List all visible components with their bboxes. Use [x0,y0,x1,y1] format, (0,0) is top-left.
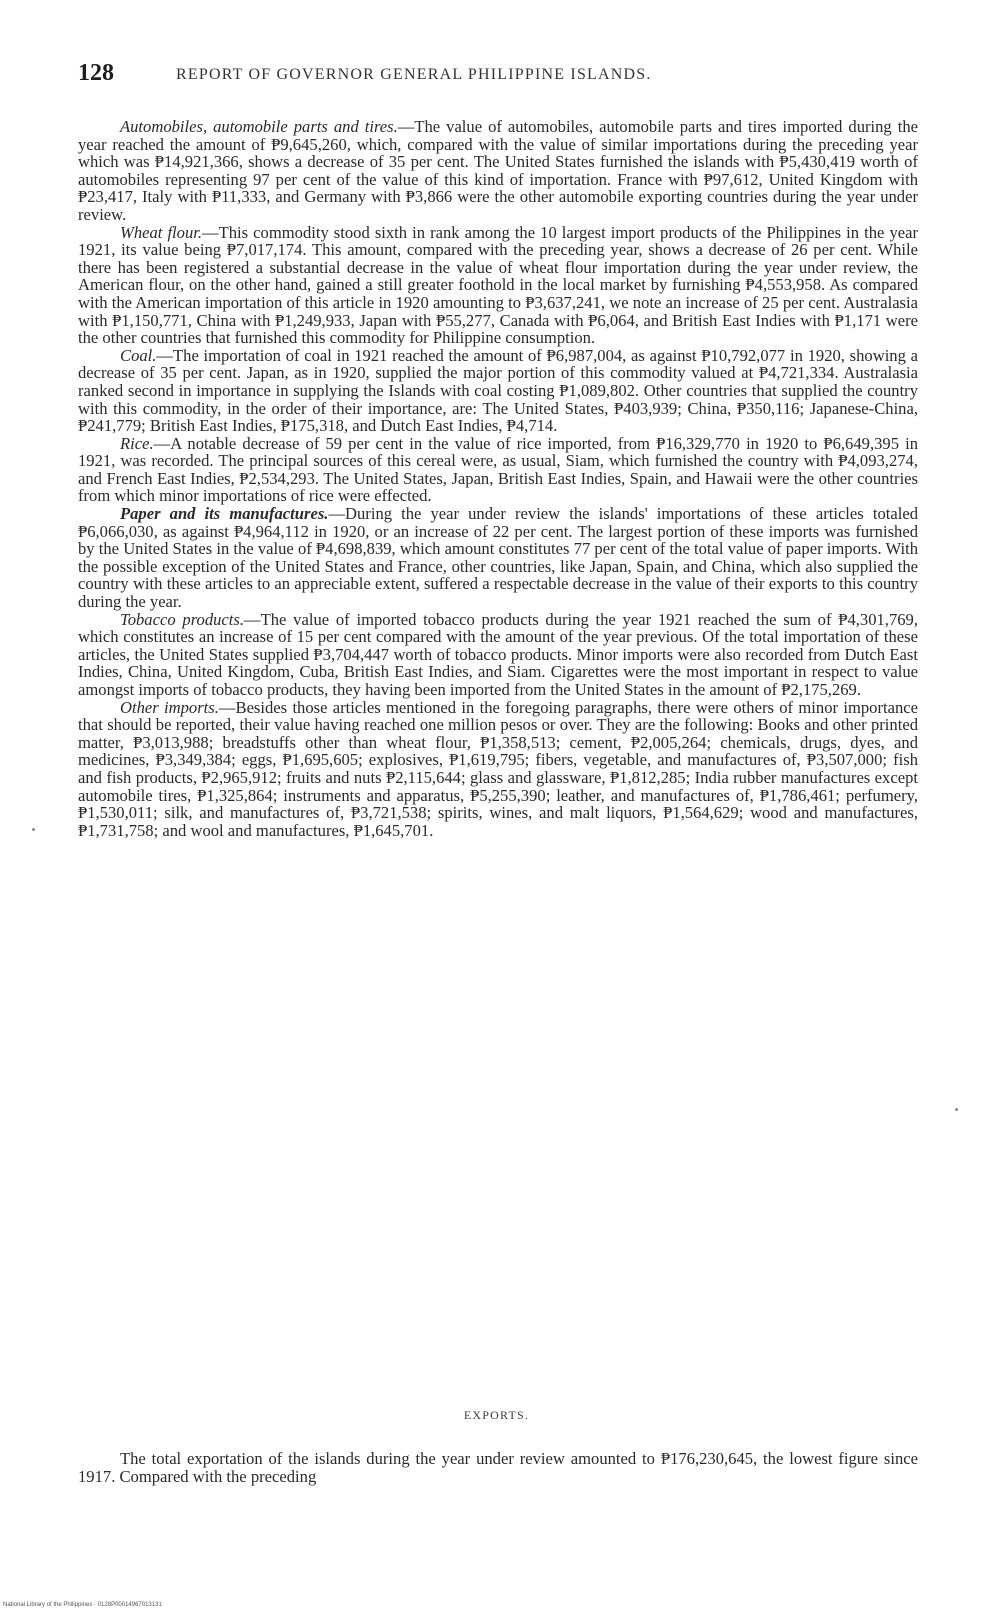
paragraph-lead: Automobiles, automobile parts and tires. [120,117,398,136]
paragraph-text: —Besides those articles mentioned in the foregoing paragraphs, there were others of minor importance that should be reported, their value having reached one million pesos or over. They are the following: Books and other printed matter, ₱3,013,988; breadstuffs other than wheat flour, ₱1,358,513; cement, ₱2,005,264; chemicals, drugs, dyes, and medicines, ₱3,349,384; eggs, ₱1,695,605; explosives, ₱1,619,795; fibers, vegetable, and manufactures of, ₱3,507,000; fish and fish products, ₱2,965,912; fruits and nuts ₱2,115,644; glass and glassware, ₱1,812,285; India rubber manufactures except automobile tires, ₱1,325,864; instruments and apparatus, ₱5,255,390; leather, and manufactures of, ₱1,786,461; perfumery, ₱1,530,011; silk, and manufactures of, ₱3,721,538; spirits, wines, and malt liquors, ₱1,564,629; wood and manufactures, ₱1,731,758; and wool and manufactures, ₱1,645,701. [78,697,918,840]
paragraph-lead: Tobacco products. [120,609,245,629]
paragraph-automobiles [78,118,918,224]
paragraph-text: —During the year under review the islands' importations of these articles totaled ₱6,066,030, as against ₱4,964,112 in 1920, or an increase of 22 per cent. The largest portion of these imports was furnished by the United States in the value of ₱4,698,839, which amount constitutes 77 per cent of the total value of paper imports. With the possible exception of the United States and France, other countries, like Japan, Spain, and China, which also supplied the country with these articles to an appreciable extent, suffered a respectable decrease in the value of their exports to this country during the year. [78,504,918,612]
paragraph-lead: Wheat flour. [120,222,203,242]
section-heading-exports: EXPORTS. [463,1408,530,1422]
paragraph-paper [78,505,918,611]
exports-section [78,1450,918,1486]
paragraph-tobacco [78,611,918,699]
paragraph-text: —The importation of coal in 1921 reached the amount of ₱6,987,004, as against ₱10,792,077 in 1920, showing a decrease of 35 per cent. Japan, as in 1920, supplied the major portion of this commodity valued at ₱4,721,334. Australasia ranked second in importance in supplying the Islands with coal costing ₱1,089,802. Other countries that supplied the country with this commodity, in the order of their importance, are: The United States, ₱403,939; China, ₱350,116; Japanese-China, ₱241,779; British East Indies, ₱175,318, and Dutch East Indies, ₱4,714. [78,345,918,436]
scan-speck [32,828,35,831]
paragraph-coal [78,347,918,435]
paragraph-lead: Rice. [120,433,154,453]
paragraph-text: —The value of automobiles, automobile parts and tires imported during the year reached the amount of ₱9,645,260, which, compared with the value of similar importations during the preceding year which was ₱14,921,366, shows a decrease of 35 per cent. The United States furnished the islands with ₱5,430,419 worth of automobiles representing 97 per cent of the value of this kind of importation. France with ₱97,612, United Kingdom with ₱23,417, Italy with ₱11,333, and Germany with ₱3,866 were the other automobile exporting countries during the year under review. [78,117,918,224]
scan-speck [955,1108,958,1111]
paragraph-other-imports [78,699,918,840]
footer-note: National Library of the Philippines · 0128P00014967013131 [3,1602,162,1608]
page-header [78,60,928,96]
paragraph-exports: The total exportation of the islands during the year under review amounted to ₱176,230,645, the lowest figure since 1917. Compared with the preceding [78,1449,918,1486]
page-number: 128 [78,60,114,86]
paragraph-text: —The value of imported tobacco products during the year 1921 reached the sum of ₱4,301,769, which constitutes an increase of 15 per cent compared with the amount of the year previous. Of the total importation of these articles, the United States supplied ₱3,704,447 worth of tobacco products. Minor imports were also recorded from Dutch East Indies, China, United Kingdom, Cuba, British East Indies, and Siam. Cigarettes were the most important in respect to value amongst imports of tobacco products, they having been imported from the United States in the amount of ₱2,175,269. [78,609,918,699]
paragraph-wheat-flour [78,224,918,347]
paragraph-text: —A notable decrease of 59 per cent in the value of rice imported, from ₱16,329,770 in 1920 to ₱6,649,395 in 1921, was recorded. The principal sources of this cereal were, as usual, Siam, which furnished the country with ₱4,093,274, and French East Indies, ₱2,534,293. The United States, Japan, British East Indies, Spain, and Hawaii were the other countries from which minor importations of rice were effected. [78,433,918,506]
paragraph-rice [78,435,918,505]
paragraph-lead: Other imports. [120,697,219,717]
paragraph-text: —This commodity stood sixth in rank among the 10 largest import products of the Philippines in the year 1921, its value being ₱7,017,174. This amount, compared with the preceding year, shows a decrease of 26 per cent. While there has been registered a substantial decrease in the value of wheat flour importation during the year under review, the American flour, on the other hand, gained a still greater foothold in the local market by furnishing ₱4,553,958. As compared with the American importation of this article in 1920 amounting to ₱3,637,241, we note an increase of 25 per cent. Australasia with ₱1,150,771, China with ₱1,249,933, Japan with ₱55,277, Canada with ₱6,064, and British East Indies with ₱1,171 were the other countries that furnished this commodity for Philippine consumption. [78,222,918,348]
paragraph-lead: Paper and its manufactures. [120,504,329,524]
running-head: REPORT OF GOVERNOR GENERAL PHILIPPINE ISLANDS. [176,66,652,83]
paragraph-lead: Coal. [120,345,157,365]
body-text [78,118,918,839]
